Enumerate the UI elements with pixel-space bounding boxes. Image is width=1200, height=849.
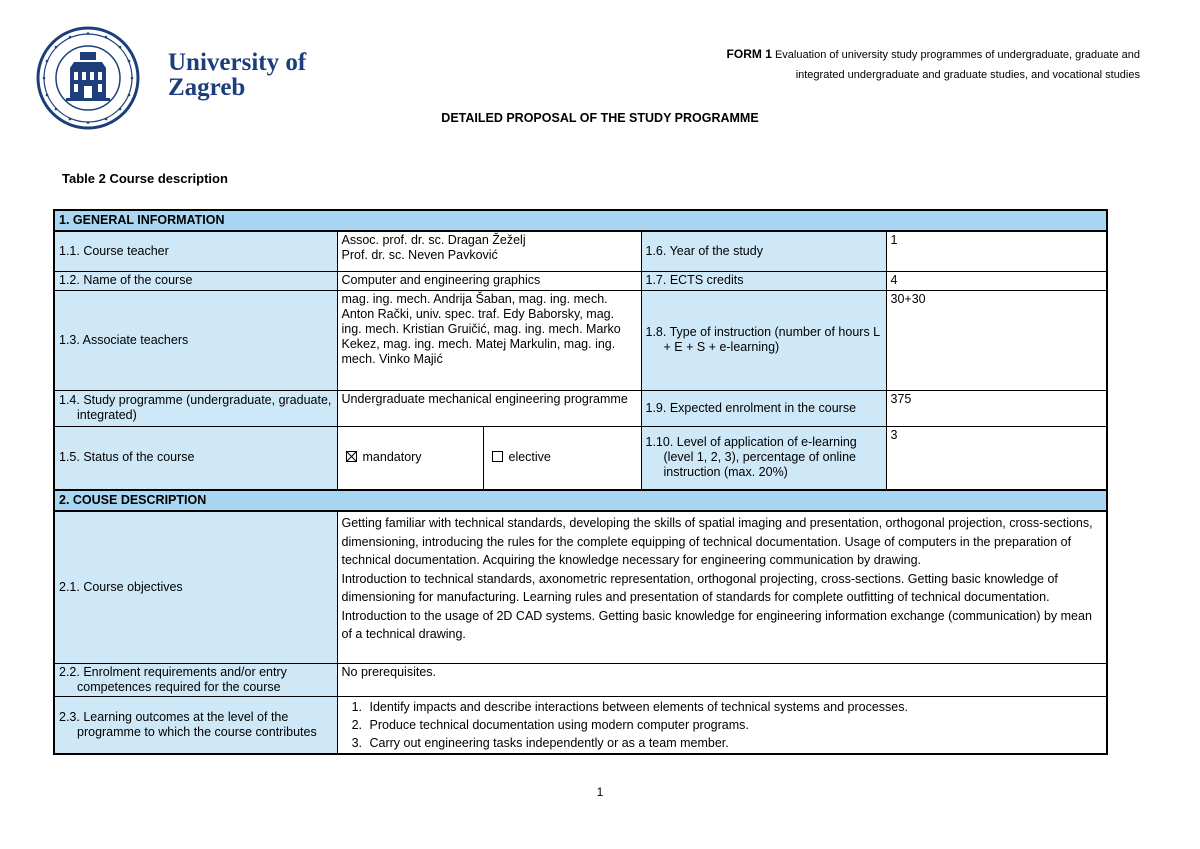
label-study-programme: 1.4. Study programme (undergraduate, graduate, integrated): [54, 390, 337, 426]
learning-outcomes-list: [342, 698, 1103, 752]
wordmark-line2: Zagreb: [168, 74, 246, 101]
value-expected-enrolment: 375: [886, 390, 1107, 426]
value-enrolment-requirements: No prerequisites.: [337, 663, 1107, 696]
label-expected-enrolment: 1.9. Expected enrolment in the course: [641, 390, 886, 426]
label-course-status: 1.5. Status of the course: [54, 426, 337, 490]
value-elearning-level: 3: [886, 426, 1107, 490]
label-year-of-study: 1.6. Year of the study: [641, 231, 886, 271]
label-course-objectives: 2.1. Course objectives: [54, 511, 337, 663]
value-type-of-instruction: 30+30: [886, 290, 1107, 390]
form-header: [727, 44, 1140, 85]
label-associate-teachers: 1.3. Associate teachers: [54, 290, 337, 390]
university-wordmark: [168, 50, 306, 100]
course-description-table: [53, 209, 1108, 755]
table-row: [54, 663, 1107, 696]
section-header-general: [54, 210, 1107, 231]
document-title: DETAILED PROPOSAL OF THE STUDY PROGRAMME: [441, 111, 759, 125]
label-type-of-instruction: 1.8. Type of instruction (number of hours L + E + S + e-learning): [641, 290, 886, 390]
mandatory-label: mandatory: [362, 450, 422, 465]
elective-label: elective: [508, 450, 551, 465]
wordmark-line1: University of: [168, 49, 307, 76]
table-caption: Table 2 Course description: [62, 171, 228, 186]
value-year-of-study: 1: [886, 231, 1107, 271]
list-item: 3. Carry out engineering tasks independently or as a team member.: [366, 734, 1103, 752]
value-course-teacher: Assoc. prof. dr. sc. Dragan Žeželj Prof. dr. sc. Neven Pavković: [337, 231, 641, 271]
label-elearning-level: 1.10. Level of application of e-learning (level 1, 2, 3), percentage of online instruction (max. 20%): [641, 426, 886, 490]
status-option-elective[interactable]: [483, 426, 641, 490]
label-enrolment-requirements: 2.2. Enrolment requirements and/or entry competences required for the course: [54, 663, 337, 696]
section-title-description: 2. COUSE DESCRIPTION: [54, 490, 1107, 511]
form-description-line2: integrated undergraduate and graduate studies, and vocational studies: [795, 69, 1140, 81]
value-learning-outcomes: [337, 696, 1107, 754]
objectives-paragraph-2: Introduction to technical standards, axonometric representation, orthogonal projecting, cross-sections. Getting basic knowledge of dimensioning for manufacturing. Learning rules and presentation of standards for complete outfitting of technical documentation. Introduction to the usage of 2D CAD systems. Getting basic knowledge for engineering information exchange (communication) by mean of a technical drawing.: [341, 571, 1092, 641]
value-ects-credits: 4: [886, 271, 1107, 290]
mandatory-checkbox[interactable]: [346, 451, 357, 462]
value-study-programme: Undergraduate mechanical engineering programme: [337, 390, 641, 426]
table-row: [54, 426, 1107, 490]
value-course-objectives: [337, 511, 1107, 663]
section-header-description: [54, 490, 1107, 511]
value-course-name: Computer and engineering graphics: [337, 271, 641, 290]
status-option-mandatory[interactable]: [337, 426, 483, 490]
table-row: [54, 696, 1107, 754]
table-row: [54, 290, 1107, 390]
label-learning-outcomes: 2.3. Learning outcomes at the level of the programme to which the course contributes: [54, 696, 337, 754]
page-number: 1: [596, 785, 604, 799]
label-course-teacher: 1.1. Course teacher: [54, 231, 337, 271]
value-associate-teachers: mag. ing. mech. Andrija Šaban, mag. ing. mech. Anton Rački, univ. spec. traf. Edy Baborsky, mag. ing. mech. Kristian Gruičić, mag. ing. mech. Marko Kekez, mag. ing. mech. Matej Markulin, mag. ing. mech. Vinko Majić: [337, 290, 641, 390]
table-row: [54, 511, 1107, 663]
table-row: [54, 390, 1107, 426]
table-row: [54, 231, 1107, 271]
list-item: 2. Produce technical documentation using modern computer programs.: [366, 716, 1103, 734]
table-row: [54, 271, 1107, 290]
section-title-general: 1. GENERAL INFORMATION: [54, 210, 1107, 231]
label-ects-credits: 1.7. ECTS credits: [641, 271, 886, 290]
objectives-paragraph-1: Getting familiar with technical standards, developing the skills of spatial imaging and presentation, orthogonal projection, cross-sections, dimensioning, introducing the rules for the complete equipping of technical documentation. Usage of computers in the preparation of technical documentation. Acquiring the knowledge necessary for engineering communication by drawing.: [341, 516, 1093, 567]
label-course-name: 1.2. Name of the course: [54, 271, 337, 290]
form-label: FORM 1: [726, 47, 772, 61]
elective-checkbox[interactable]: [492, 451, 503, 462]
list-item: 1. Identify impacts and describe interactions between elements of technical systems and processes.: [366, 698, 1103, 716]
form-description-line1: Evaluation of university study programmes of undergraduate, graduate and: [774, 49, 1140, 61]
course-description-table-wrapper: [53, 209, 1106, 755]
